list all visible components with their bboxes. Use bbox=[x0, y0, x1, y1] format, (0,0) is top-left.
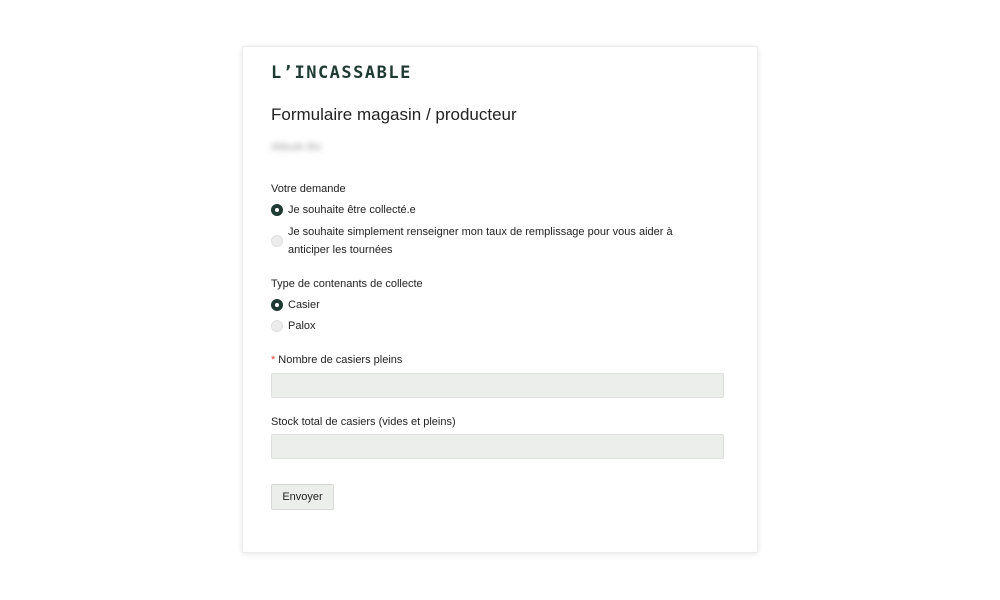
full-crates-label bbox=[271, 354, 402, 366]
request-label: Votre demande bbox=[271, 183, 346, 195]
radio-option-fill-rate[interactable] bbox=[271, 223, 708, 259]
radio-option-label: Palox bbox=[288, 320, 316, 332]
radio-option-casier[interactable] bbox=[271, 296, 708, 314]
radio-option-collect[interactable] bbox=[271, 201, 708, 219]
radio-option-palox[interactable] bbox=[271, 317, 708, 335]
full-crates-label-text: Nombre de casiers pleins bbox=[278, 354, 403, 366]
radio-option-label: Je souhaite simplement renseigner mon taux de remplissage pour vous aider à anticiper les tournées bbox=[288, 226, 673, 256]
total-stock-input[interactable] bbox=[271, 434, 724, 459]
radio-unchecked-icon[interactable] bbox=[271, 235, 283, 247]
radio-option-label: Je souhaite être collecté.e bbox=[288, 204, 416, 216]
container-type-label: Type de contenants de collecte bbox=[271, 278, 423, 290]
radio-checked-icon[interactable] bbox=[271, 204, 283, 216]
radio-checked-icon[interactable] bbox=[271, 299, 283, 311]
radio-option-label: Casier bbox=[288, 299, 320, 311]
brand-logo: L’INCASSABLE bbox=[271, 63, 412, 83]
radio-unchecked-icon[interactable] bbox=[271, 320, 283, 332]
total-stock-label: Stock total de casiers (vides et pleins) bbox=[271, 416, 456, 428]
blurred-user-name: Altitude Bio bbox=[271, 142, 322, 153]
form-card bbox=[243, 47, 757, 552]
required-marker: * bbox=[271, 354, 276, 366]
form-title: Formulaire magasin / producteur bbox=[271, 105, 517, 124]
full-crates-input[interactable] bbox=[271, 373, 724, 398]
submit-button[interactable]: Envoyer bbox=[271, 484, 334, 510]
